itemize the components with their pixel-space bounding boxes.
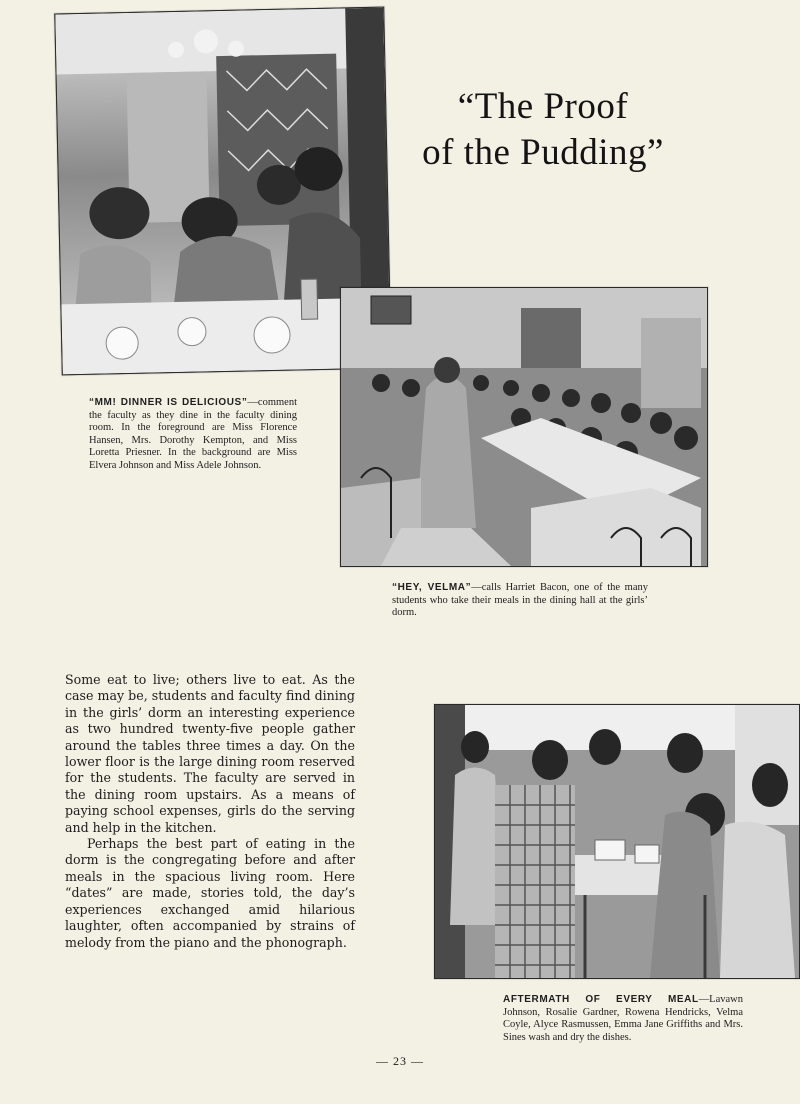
kitchen-image [435, 705, 799, 978]
dining-hall-image [341, 288, 707, 566]
kitchen-photo [434, 704, 800, 979]
page-number: — 23 — [376, 1054, 424, 1068]
page-title-line-2: of the Pudding” [422, 132, 664, 173]
page-title [398, 84, 688, 176]
body-paragraph-1: Some eat to live; others live to eat. As the case may be, students and faculty find dining in the girls’ dorm an interesting experience as two hundred twenty-five people gather around the tables three times a day. On the lower floor is the large dining room reserved for the students. The faculty are served in the dining room upstairs. As a means of paying school expenses, girls do the serving and help in the kitchen. [65, 672, 355, 835]
caption-lead: “HEY, VELMA” [392, 582, 472, 593]
faculty-dining-caption [89, 397, 297, 473]
article-body [65, 672, 355, 951]
caption-lead: AFTERMATH OF EVERY MEAL [503, 994, 699, 1005]
dining-hall-caption [392, 582, 648, 620]
dining-hall-photo [340, 287, 708, 567]
body-paragraph-2: Perhaps the best part of eating in the dorm is the congregating before and after meals in the spacious living room. Here “dates” are made, stories told, the day’s experiences exchanged amid hilarious laughter, often accompanied by strains of melody from the piano and the phonograph. [65, 836, 355, 950]
kitchen-caption [503, 994, 743, 1044]
page-title-line-1: “The Proof [457, 86, 629, 127]
caption-text: —comment the faculty as they dine in the faculty dining room. In the foreground are Miss Florence Hansen, Mrs. Dorothy Kempton, and Miss Loretta Priesner. In the background are Miss Elvera Johnson and Miss Adele Johnson. [89, 397, 297, 471]
caption-lead: “MM! DINNER IS DELICIOUS” [89, 397, 248, 408]
caption-text: —Lavawn Johnson, Rosalie Gardner, Rowena Hendricks, Velma Coyle, Alyce Rasmussen, Emma Jane Griffiths and Mrs. Sines wash and dry the dishes. [503, 994, 743, 1043]
caption-text: —calls Harriet Bacon, one of the many students who take their meals in the dining hall at the girls’ dorm. [392, 582, 648, 619]
